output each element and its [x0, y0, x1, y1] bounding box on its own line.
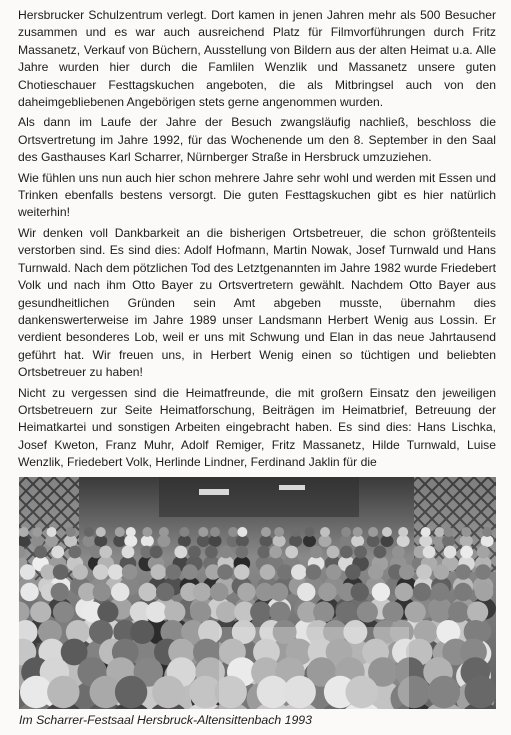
paragraph-4: Wir denken voll Dankbarkeit an die bisherigen Ortsbetreuer, die schon größtenteils verstorben sind. Es sind dies: Adolf Hofmann, Martin Nowak, Josef Turnwald und Hans Turnwald. Nach dem pötzlichen Tod des Letztgenannten im Jahre 1982 wurde Friedebert Volk und nach ihm Otto Bayer zu Ortsvertretern gewählt. Nachdem Otto Bayer aus gesundheitlichen Gründen sein Amt abgeben musste, übernahm dies dankenswerterweise im Jahre 1989 unser Landsmann Herbert Wenig aus Lossin. Er verdient besonderes Lob, weil er uns mit Schwung und Elan in das neue Jahrtausend geführt hat. Wir freuen uns, in Herbert Wenig einen so tüchtigen und beliebten Ortsbetreuer zu haben!	[18, 225, 496, 380]
article-text	[18, 7, 496, 475]
festsaal-photo	[19, 477, 496, 709]
paragraph-5: Nicht zu vergessen sind die Heimatfreunde, die mit großern Einsatz den jeweiligen Ortsbetreuern zur Seite Heimatforschung, Beiträgen im Heimatbrief, Betreuung der Heimatkartei und sonstigen Arbeiten eingebracht haben. Es sind dies: Hans Lischka, Josef Kweton, Franz Muhr, Adolf Remiger, Fritz Massanetz, Hilde Turnwald, Luise Wenzlik, Friedebert Volk, Herlinde Lindner, Ferdinand Jaklin für die	[18, 385, 496, 470]
photo-caption: Im Scharrer-Festsaal Hersbruck-Altensittenbach 1993	[19, 713, 312, 727]
paragraph-1: Hersbrucker Schulzentrum verlegt. Dort kamen in jenen Jahren mehr als 500 Besucher zusammen und es war auch ausreichend Platz für Filmvorführungen durch Fritz Massanetz, Verkauf von Büchern, Ausstellung von Bildern aus der alten Heimat u.a. Alle Jahre wurden hier durch die Famlilen Wenzlik und Massanetz unsere guten Chotieschauer Festtagskuchen angeboten, die als Mitbringsel auch von den daheimgebliebenen Angebörigen stets gerne angenommen wurden.	[18, 8, 496, 110]
paragraph-2: Als dann im Laufe der Jahre der Besuch zwangsläufig nachließ, beschloss die Ortsvertretung im Jahre 1992, für das Wochenende um den 8. September in den Saal des Gasthauses Karl Scharrer, Nürnberger Straße in Hersbruck umzuziehen.	[18, 115, 496, 165]
paragraph-3: Wie fühlen uns nun auch hier schon mehrere Jahre sehr wohl und werden mit Essen und Trinken ebenfalls bestens versorgt. Die guten Festtagskuchen gibt es hier natürlich weiterhin!	[18, 170, 496, 220]
photo-graphic	[19, 477, 496, 709]
